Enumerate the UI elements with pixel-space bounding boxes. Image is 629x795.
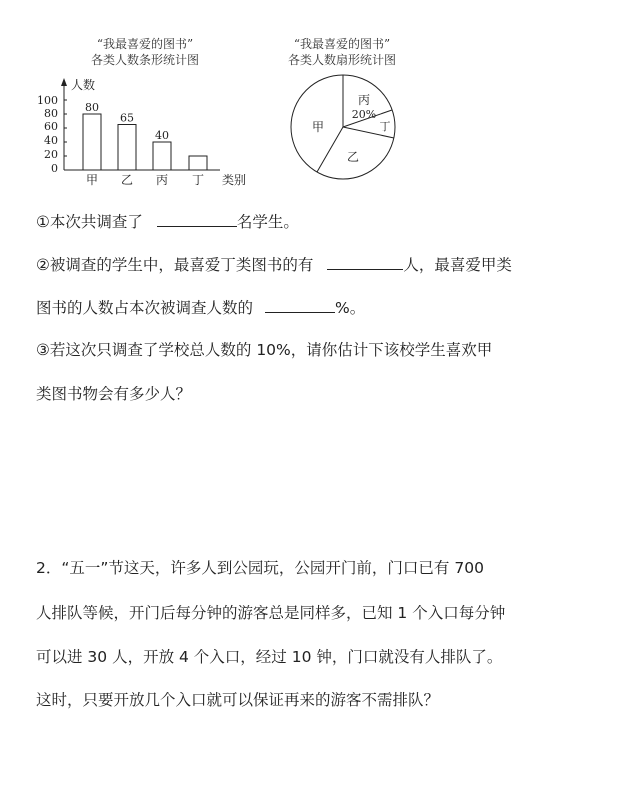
bar-ylabel: 人数 — [71, 78, 96, 92]
bar-category-label: 甲 — [85, 173, 99, 187]
q1-text-a: ①本次共调查了 — [36, 213, 143, 231]
pie-label-bing-percent: 20% — [351, 108, 377, 121]
bar-ytick-label: 0 — [51, 162, 58, 175]
pie-label-jia: 甲 — [311, 120, 325, 134]
bar-bing — [153, 142, 171, 170]
bar-xlabel: 类别 — [222, 173, 247, 187]
question-3-line1: ③若这次只调查了学校总人数的 10%，请你估计下该校学生喜欢甲 — [36, 341, 493, 359]
q2-percent-blank[interactable] — [265, 296, 335, 313]
q1-answer-blank[interactable] — [157, 210, 237, 227]
pie-label-bing: 丙 — [357, 93, 371, 107]
question-1 — [36, 210, 299, 233]
pie-label-yi: 乙 — [346, 150, 360, 164]
bar-y-axis-arrow — [61, 78, 67, 86]
bar-chart-title-line1: “我最喜爱的图书” — [96, 37, 194, 51]
bar-ytick-label: 60 — [44, 120, 58, 133]
bar-ytick-label: 40 — [44, 134, 58, 147]
bar-ytick-label: 80 — [44, 107, 58, 120]
question-2-line2 — [36, 296, 365, 319]
bar-data-label: 80 — [85, 101, 99, 114]
q2-text-b: 人，最喜爱甲类 — [403, 256, 512, 274]
pie-label-ding: 丁 — [379, 120, 391, 133]
bar-category-label: 乙 — [120, 173, 134, 187]
question-3-line2: 类图书物会有多少人？ — [36, 385, 192, 403]
problem-2-line4: 这时，只要开放几个入口就可以保证再来的游客不需排队？ — [36, 691, 440, 709]
bar-jia — [83, 114, 101, 170]
q1-text-b: 名学生。 — [236, 213, 299, 231]
bar-ding — [189, 156, 207, 170]
bar-chart-title-line2: 各类人数条形统计图 — [90, 53, 199, 67]
q2-ding-blank[interactable] — [327, 253, 403, 270]
bar-data-label: 65 — [120, 111, 134, 125]
bar-category-label: 丙 — [155, 173, 169, 187]
problem-2-line1: 2．“五一”节这天，许多人到公园玩，公园开门前，门口已有 700 — [36, 559, 484, 577]
bar-data-label: 40 — [155, 129, 169, 142]
q2-text-a: ②被调查的学生中，最喜爱丁类图书的有 — [36, 256, 314, 274]
pie-chart-title-line1: “我最喜爱的图书” — [293, 37, 391, 51]
problem-2-line2: 人排队等候，开门后每分钟的游客总是同样多，已知 1 个入口每分钟 — [36, 604, 506, 622]
bar-ytick-label: 100 — [37, 94, 58, 107]
q2-text-c: 图书的人数占本次被调查人数的 — [36, 299, 254, 317]
bar-category-label: 丁 — [191, 173, 205, 187]
bar-ytick-label: 20 — [44, 148, 58, 161]
problem-2-line3: 可以进 30 人，开放 4 个入口，经过 10 钟，门口就没有人排队了。 — [36, 648, 503, 666]
bar-yi — [118, 125, 136, 171]
bar-chart — [0, 0, 629, 200]
pie-chart-title-line2: 各类人数扇形统计图 — [287, 53, 396, 67]
question-2-line1 — [36, 253, 512, 276]
q2-text-d: %。 — [335, 299, 366, 317]
